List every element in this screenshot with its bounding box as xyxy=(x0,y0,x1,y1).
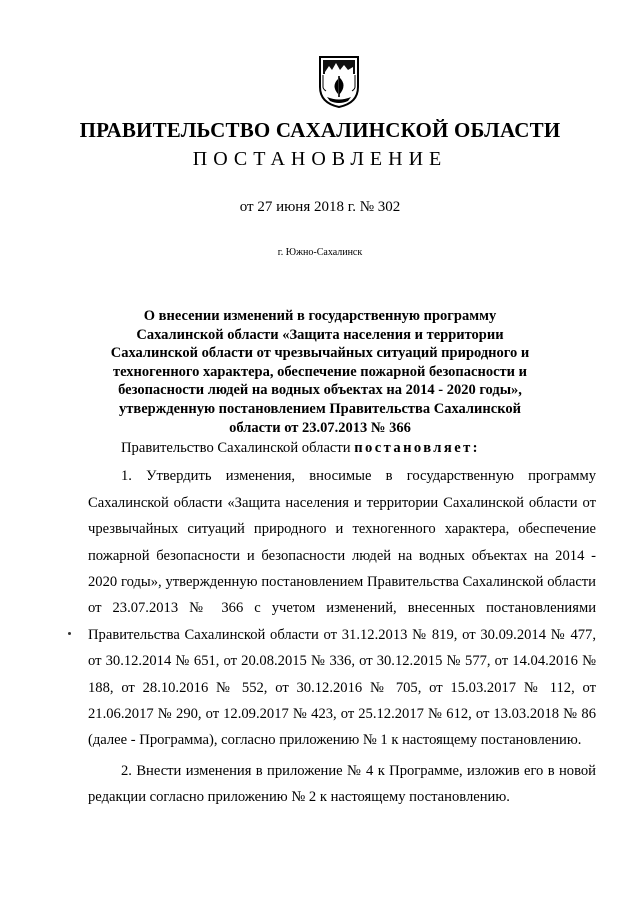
document-body xyxy=(88,435,596,811)
document-subject: О внесении изменений в государственную программу Сахалинской области «Защита населения и территории Сахалинской области от чрезвычайных ситуаций природного и техногенного характера, обеспечение пожарной безопасности и безопасности людей на водных объектах на 2014 - 2020 годы», утвержденную постановлением Правительства Сахалинской области от 23.07.2013 № 366 xyxy=(110,308,530,436)
paragraph-item-1: 1. Утвердить изменения, вносимые в государственную программу Сахалинской области «Защита населения и территории Сахалинской области от чрезвычайных ситуаций природного и техногенного характера, обеспечение пожарной безопасности и безопасности людей на водных объектах на 2014 - 2020 годы», утвержденную постановлением Правительства Сахалинской области от 23.07.2013 № 366 с учетом изменений, внесенных постановлениями Правительства Сахалинской области от 31.12.2013 № 819, от 30.09.2014 № 477, от 30.12.2014 № 651, от 20.08.2015 № 336, от 30.12.2015 № 577, от 14.04.2016 № 188, от 28.10.2016 № 552, от 30.12.2016 № 705, от 15.03.2017 № 112, от 21.06.2017 № 290, от 12.09.2017 № 423, от 25.12.2017 № 612, от 13.03.2018 № 86 (далее - Программа), согласно приложению № 1 к настоящему постановлению. xyxy=(88,468,596,749)
document-city: г. Южно-Сахалинск xyxy=(277,247,363,258)
document-type: ПОСТАНОВЛЕНИЕ xyxy=(192,148,448,170)
intro-text: Правительство Сахалинской области xyxy=(121,440,355,456)
decree-keyword: постановляет: xyxy=(354,440,480,456)
organization-title: ПРАВИТЕЛЬСТВО САХАЛИНСКОЙ ОБЛАСТИ xyxy=(79,118,561,142)
coat-of-arms-icon xyxy=(318,55,360,109)
intro-paragraph xyxy=(88,435,596,461)
document-date-number: от 27 июня 2018 г. № 302 xyxy=(239,199,401,215)
paragraph-item-2: 2. Внести изменения в приложение № 4 к Программе, изложив его в новой редакции согласно приложению № 2 к настоящему постановлению. xyxy=(88,762,596,806)
margin-mark xyxy=(68,632,71,635)
